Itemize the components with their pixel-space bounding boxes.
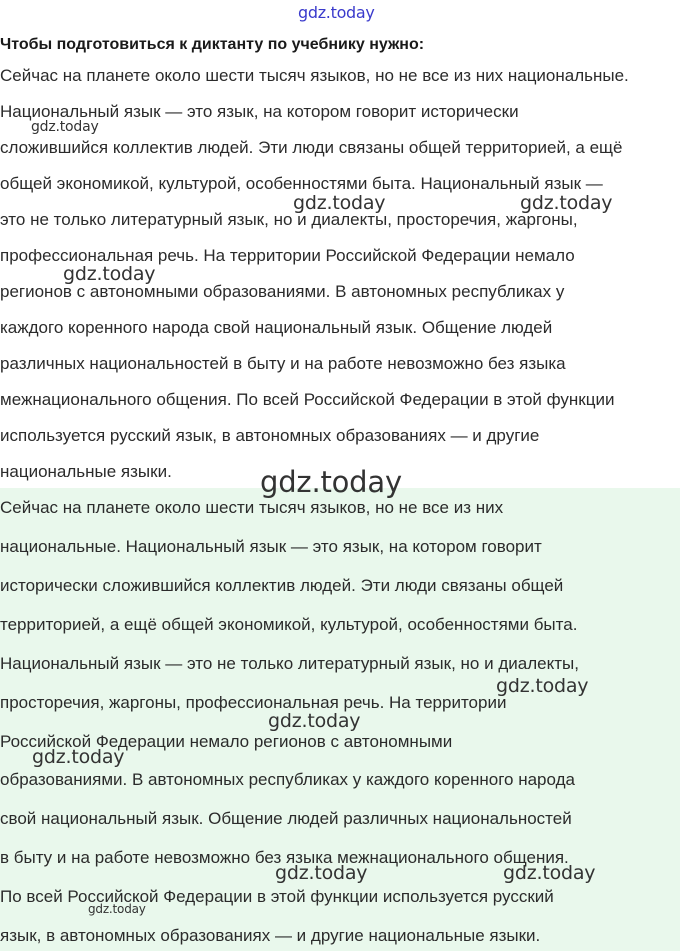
task-line: Национальный язык — это язык, на котором говорит исторически bbox=[0, 102, 519, 121]
answer-line: Национальный язык — это не только литературный язык, но и диалекты, bbox=[0, 654, 579, 673]
watermark-text: gdz.today bbox=[496, 675, 589, 697]
watermark-text: gdz.today bbox=[260, 465, 402, 499]
answer-line: территорией, а ещё общей экономикой, культурой, особенностями быта. bbox=[0, 615, 578, 634]
task-line: сложившийся коллектив людей. Эти люди связаны общей территорией, а ещё bbox=[0, 138, 623, 157]
answer-line: исторически сложившийся коллектив людей. Эти люди связаны общей bbox=[0, 576, 564, 595]
watermark-text: gdz.today bbox=[63, 263, 156, 285]
answer-line: свой национальный язык. Общение людей различных национальностей bbox=[0, 809, 572, 828]
task-line: это не только литературный язык, но и диалекты, просторечия, жаргоны, bbox=[0, 210, 578, 229]
task-line: различных национальностей в быту и на работе невозможно без языка bbox=[0, 354, 566, 373]
watermark-text: gdz.today bbox=[88, 902, 146, 916]
watermark-text: gdz.today bbox=[275, 862, 368, 884]
answer-line: в быту и на работе невозможно без языка межнационального общения. bbox=[0, 848, 569, 867]
task-line: каждого коренного народа свой национальный язык. Общение людей bbox=[0, 318, 553, 337]
task-line: межнационального общения. По всей Российской Федерации в этой функции bbox=[0, 390, 615, 409]
watermark-text: gdz.today bbox=[268, 710, 361, 732]
answer-line: Российской Федерации немало регионов с автономными bbox=[0, 732, 453, 751]
watermark-text: gdz.today bbox=[503, 862, 596, 884]
watermark-text: gdz.today bbox=[31, 119, 99, 135]
answer-line: национальные. Национальный язык — это язык, на котором говорит bbox=[0, 537, 542, 556]
task-line: используется русский язык, в автономных образованиях — и другие bbox=[0, 426, 540, 445]
site-watermark-top: gdz.today bbox=[298, 3, 375, 22]
answer-line: образованиями. В автономных республиках у каждого коренного народа bbox=[0, 770, 575, 789]
task-line: профессиональная речь. На территории Российской Федерации немало bbox=[0, 246, 575, 265]
answer-line: Сейчас на планете около шести тысяч языков, но не все из них bbox=[0, 498, 504, 517]
task-line: регионов с автономными образованиями. В автономных республиках у bbox=[0, 282, 565, 301]
answer-line: язык, в автономных образованиях — и другие национальные языки. bbox=[0, 926, 541, 945]
task-line: национальные языки. bbox=[0, 462, 172, 481]
task-line: общей экономикой, культурой, особенностями быта. Национальный язык — bbox=[0, 174, 603, 193]
watermark-text: gdz.today bbox=[520, 192, 613, 214]
watermark-text: gdz.today bbox=[32, 746, 125, 768]
task-title: Чтобы подготовиться к диктанту по учебнику нужно: bbox=[0, 36, 425, 53]
answer-line: просторечия, жаргоны, профессиональная речь. На территории bbox=[0, 693, 507, 712]
watermark-text: gdz.today bbox=[293, 192, 386, 214]
answer-line: По всей Российской Федерации в этой функции используется русский bbox=[0, 887, 554, 906]
task-line: Сейчас на планете около шести тысяч языков, но не все из них национальные. bbox=[0, 66, 629, 85]
